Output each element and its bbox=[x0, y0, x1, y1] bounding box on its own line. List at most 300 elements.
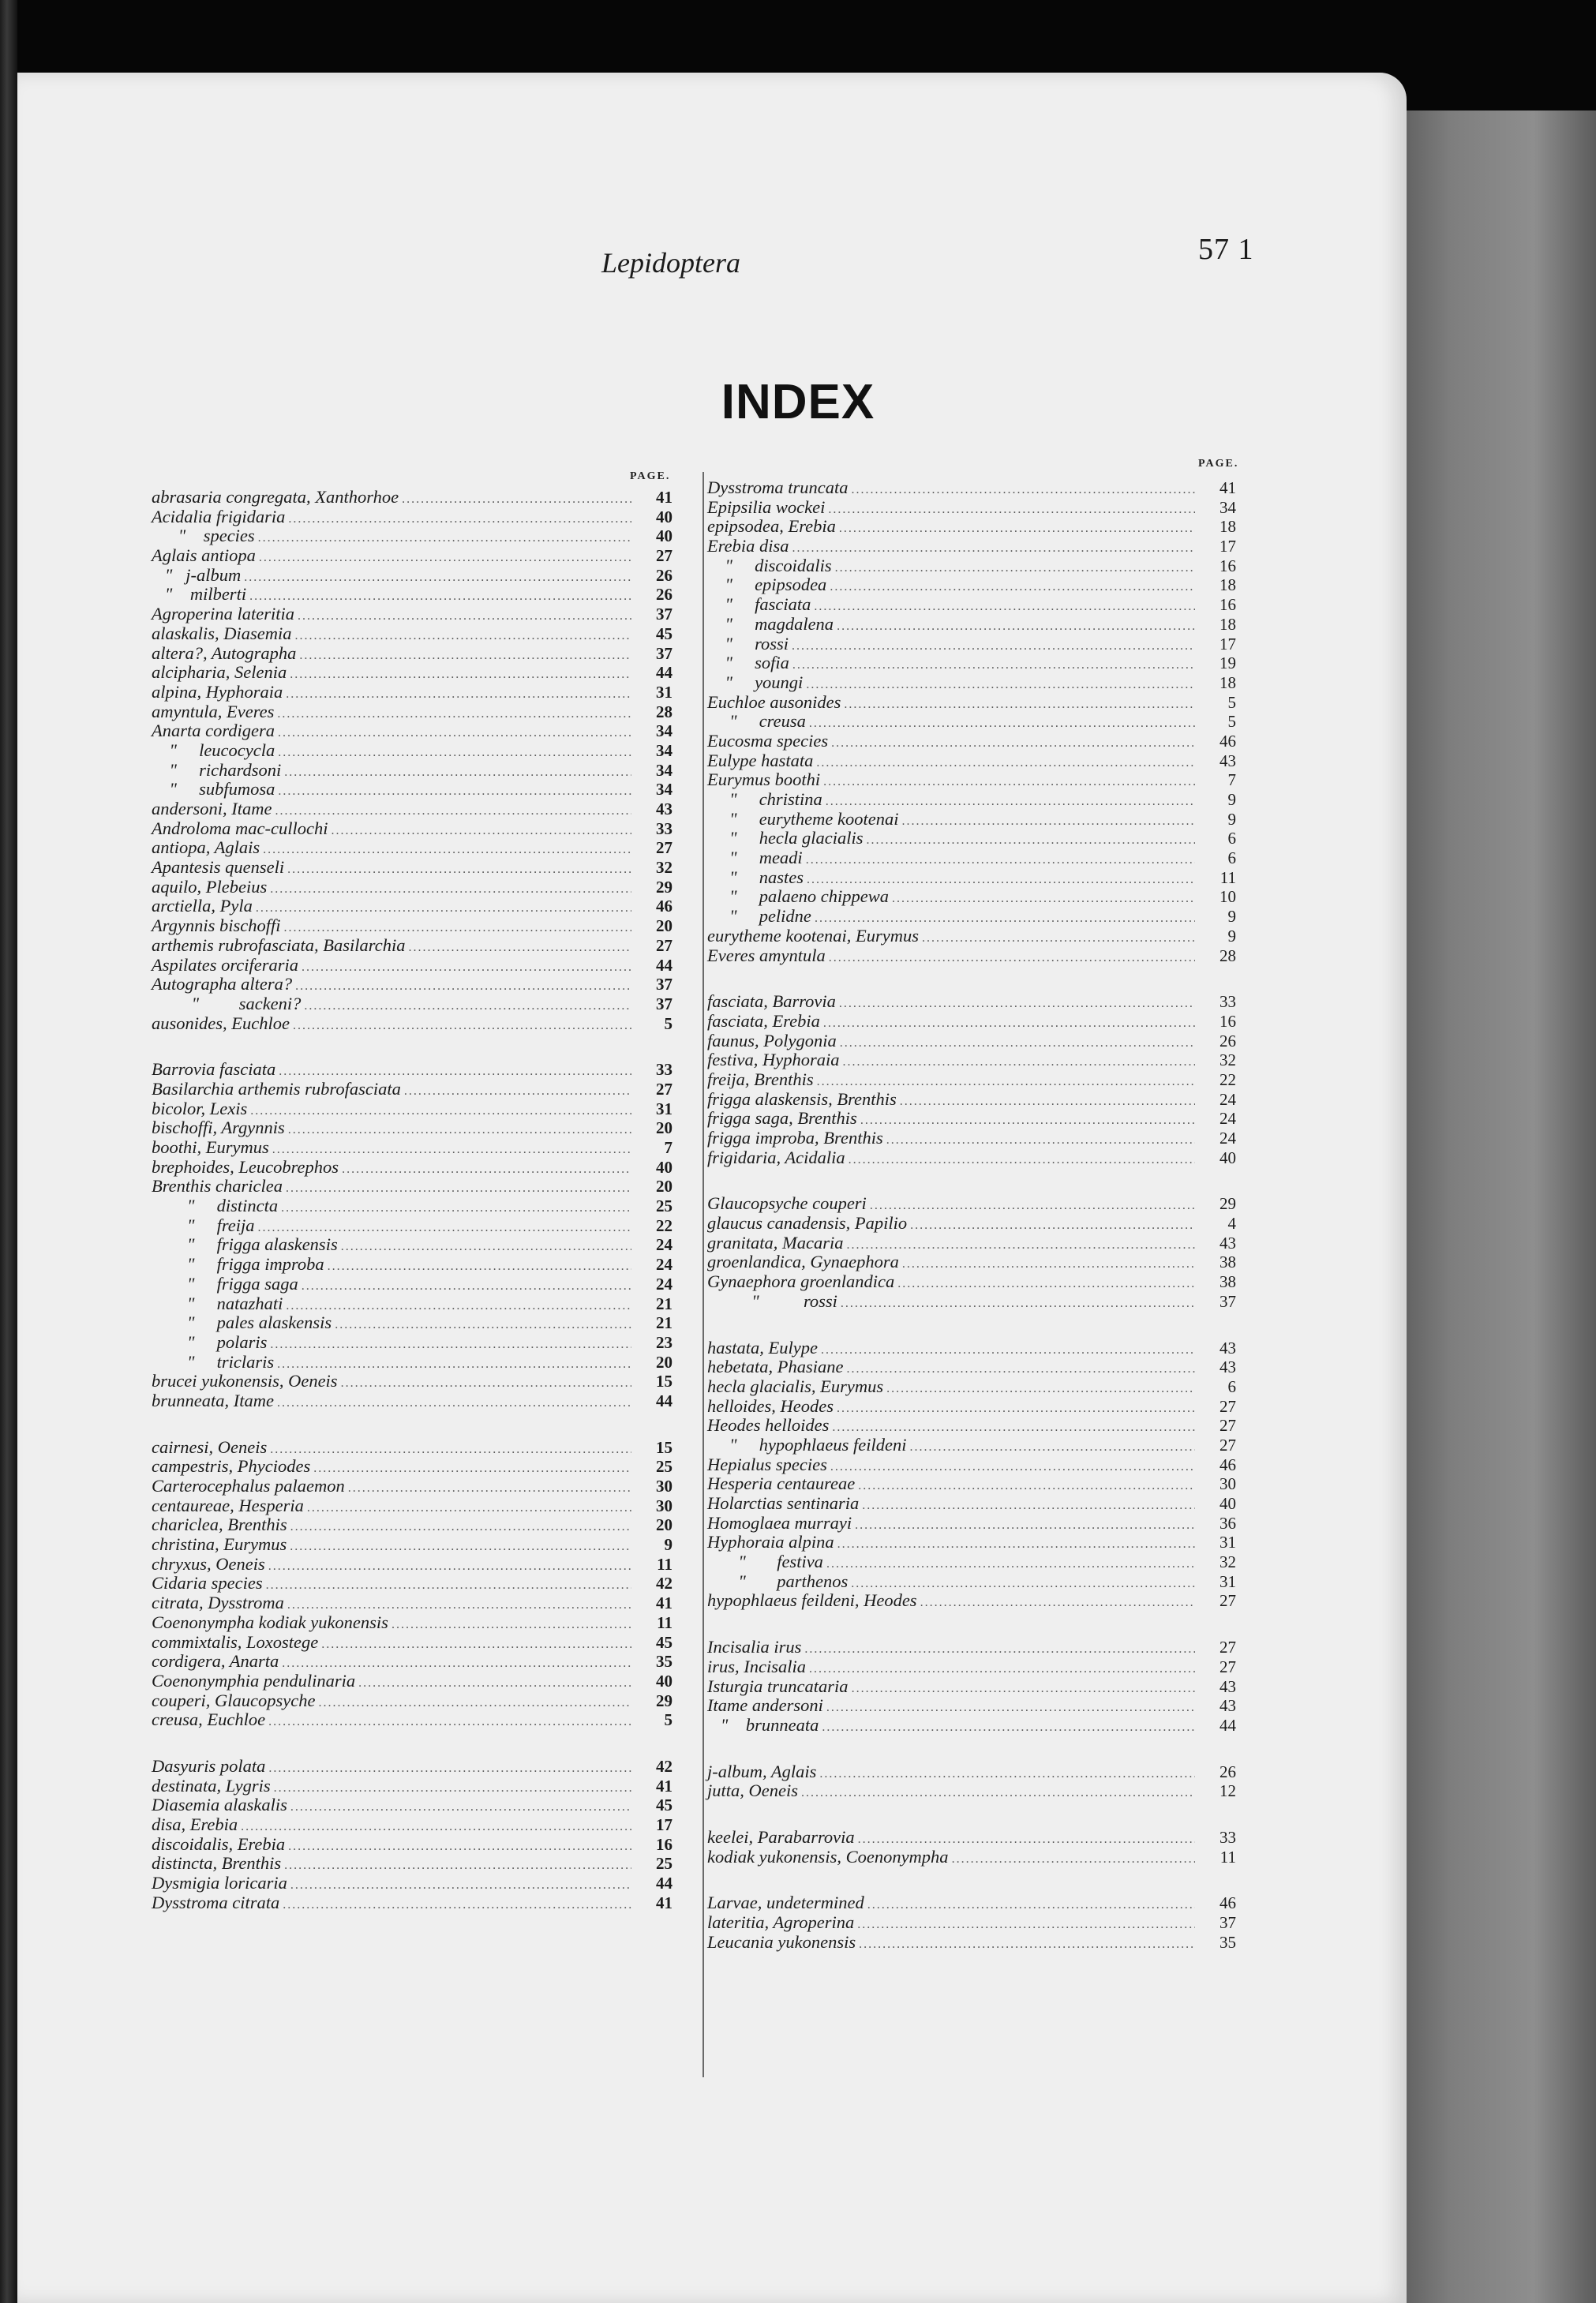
index-page-ref: 5 bbox=[1227, 692, 1236, 712]
index-page-ref: 29 bbox=[1219, 1194, 1236, 1214]
index-page-ref: 43 bbox=[656, 799, 672, 818]
index-page-ref: 41 bbox=[656, 488, 672, 507]
index-term: " triclaris bbox=[152, 1351, 275, 1372]
index-page-ref: 26 bbox=[656, 585, 672, 605]
index-entry bbox=[707, 1148, 1236, 1168]
index-entry bbox=[707, 1050, 1236, 1070]
dot-leader bbox=[335, 1316, 631, 1335]
index-entry bbox=[707, 653, 1236, 673]
index-term: " creusa bbox=[707, 711, 806, 732]
index-entry bbox=[152, 1196, 672, 1216]
index-term: Coenonymphia pendulinaria bbox=[152, 1670, 356, 1691]
index-entry bbox=[152, 605, 672, 624]
dot-leader bbox=[870, 1196, 1195, 1216]
index-page-ref: 28 bbox=[1219, 946, 1236, 965]
index-page-ref: 32 bbox=[656, 858, 672, 878]
index-term: lateritia, Agroperina bbox=[707, 1912, 855, 1932]
index-entry bbox=[707, 848, 1236, 868]
index-term: ausonides, Euchloe bbox=[152, 1013, 290, 1033]
index-term: " subfumosa bbox=[152, 779, 275, 799]
index-entry bbox=[152, 1710, 672, 1730]
dot-leader bbox=[341, 1374, 631, 1394]
index-term: " milberti bbox=[152, 584, 247, 605]
index-term: Eucosma species bbox=[707, 730, 829, 751]
index-page-ref: 35 bbox=[1219, 1932, 1236, 1952]
index-term: Gynaephora groenlandica bbox=[707, 1271, 895, 1292]
index-term: fasciata, Erebia bbox=[707, 1010, 820, 1031]
dot-leader bbox=[828, 500, 1195, 520]
index-term: Anarta cordigera bbox=[152, 721, 275, 741]
dot-leader bbox=[837, 1535, 1195, 1555]
index-term: Hyphoraia alpina bbox=[707, 1532, 834, 1552]
dot-leader bbox=[281, 1199, 631, 1219]
index-entry bbox=[152, 819, 672, 839]
index-entry bbox=[152, 1177, 672, 1196]
index-term: Heodes helloides bbox=[707, 1415, 830, 1436]
index-page-ref: 6 bbox=[1227, 1376, 1236, 1396]
index-entry bbox=[152, 799, 672, 819]
dot-leader bbox=[278, 743, 631, 763]
index-term: keelei, Parabarrovia bbox=[707, 1826, 855, 1847]
index-entry bbox=[707, 556, 1236, 576]
index-term: " festiva bbox=[707, 1552, 823, 1572]
dot-leader bbox=[268, 1557, 631, 1577]
index-page-ref: 30 bbox=[656, 1477, 672, 1496]
index-term: antiopa, Aglais bbox=[152, 837, 260, 858]
index-term: epipsodea, Erebia bbox=[707, 516, 836, 537]
index-page-ref: 15 bbox=[656, 1437, 672, 1457]
index-entry bbox=[152, 624, 672, 644]
index-page-ref: 33 bbox=[1219, 1827, 1236, 1847]
index-term: destinata, Lygris bbox=[152, 1775, 271, 1796]
index-page-ref: 28 bbox=[656, 702, 672, 721]
index-entry bbox=[707, 1070, 1236, 1090]
index-term: hastata, Eulype bbox=[707, 1337, 818, 1357]
index-term: amyntula, Everes bbox=[152, 701, 275, 721]
index-term: " hypophlaeus feildeni bbox=[707, 1434, 907, 1455]
index-page-ref: 27 bbox=[656, 546, 672, 566]
index-page-ref: 33 bbox=[656, 1060, 672, 1080]
dot-leader bbox=[857, 1915, 1195, 1935]
index-term: " distincta bbox=[152, 1196, 279, 1216]
dot-leader bbox=[831, 734, 1195, 754]
index-entry bbox=[707, 1572, 1236, 1592]
index-page-ref: 11 bbox=[657, 1612, 672, 1632]
index-page-ref: 23 bbox=[656, 1332, 672, 1352]
index-entry bbox=[152, 566, 672, 586]
index-term: " sackeni? bbox=[152, 993, 302, 1013]
index-page-ref: 33 bbox=[656, 818, 672, 838]
index-term: alcipharia, Selenia bbox=[152, 662, 287, 683]
index-entry bbox=[152, 741, 672, 761]
index-entry bbox=[152, 1633, 672, 1653]
index-page-ref: 16 bbox=[656, 1834, 672, 1854]
index-entry bbox=[152, 585, 672, 605]
dot-leader bbox=[822, 1718, 1195, 1738]
index-page-ref: 9 bbox=[1227, 907, 1236, 927]
index-term: cairnesi, Oeneis bbox=[152, 1436, 268, 1457]
index-page-ref: 31 bbox=[656, 1099, 672, 1118]
index-term: Incisalia irus bbox=[707, 1637, 802, 1657]
index-entry bbox=[707, 1194, 1236, 1214]
index-entry bbox=[707, 887, 1236, 907]
index-entry bbox=[707, 732, 1236, 751]
dot-leader bbox=[250, 1102, 631, 1122]
index-entry bbox=[707, 673, 1236, 693]
index-term: Epipsilia wockei bbox=[707, 496, 826, 517]
index-page-ref: 46 bbox=[1219, 1893, 1236, 1913]
index-entry bbox=[707, 1933, 1236, 1953]
index-term: freija, Brenthis bbox=[707, 1069, 814, 1089]
index-page-ref: 11 bbox=[657, 1554, 672, 1574]
index-page-ref: 17 bbox=[1219, 634, 1236, 653]
index-page-ref: 24 bbox=[656, 1235, 672, 1255]
dot-leader bbox=[897, 1275, 1195, 1294]
column-divider bbox=[702, 472, 704, 2077]
index-term: hebetata, Phasiane bbox=[707, 1357, 844, 1377]
running-title: Lepidoptera bbox=[601, 247, 740, 279]
index-page-ref: 46 bbox=[656, 897, 672, 916]
dot-leader bbox=[270, 880, 631, 900]
dot-leader bbox=[283, 1896, 631, 1915]
index-term: granitata, Macaria bbox=[707, 1232, 844, 1253]
dot-leader bbox=[852, 1680, 1195, 1699]
index-entry bbox=[707, 712, 1236, 732]
index-entry bbox=[707, 790, 1236, 810]
index-term: brephoides, Leucobrephos bbox=[152, 1156, 339, 1177]
index-page-ref: 4 bbox=[1227, 1214, 1236, 1234]
dot-leader bbox=[268, 1759, 631, 1779]
dot-leader bbox=[860, 1111, 1195, 1131]
index-entry bbox=[152, 858, 672, 878]
index-entry bbox=[152, 1333, 672, 1353]
index-term: hypophlaeus feildeni, Heodes bbox=[707, 1590, 917, 1611]
index-column-right bbox=[707, 478, 1236, 1952]
index-entry bbox=[707, 1848, 1236, 1867]
index-term: " natazhati bbox=[152, 1293, 283, 1313]
dot-leader bbox=[244, 568, 631, 588]
index-term: " eurytheme kootenai bbox=[707, 808, 899, 829]
dot-leader bbox=[286, 1297, 631, 1316]
index-page-ref: 18 bbox=[1219, 517, 1236, 537]
index-page-ref: 37 bbox=[1219, 1291, 1236, 1311]
index-page-ref: 29 bbox=[656, 877, 672, 897]
index-page-ref: 27 bbox=[656, 1079, 672, 1099]
index-entry bbox=[707, 1272, 1236, 1292]
index-term: couperi, Glaucopsyche bbox=[152, 1690, 316, 1710]
dot-leader bbox=[299, 646, 631, 666]
index-page-ref: 16 bbox=[1219, 595, 1236, 615]
index-entry bbox=[707, 810, 1236, 829]
index-term: Agroperina lateritia bbox=[152, 604, 295, 624]
index-entry bbox=[707, 1552, 1236, 1572]
index-term: " frigga saga bbox=[152, 1273, 298, 1294]
dot-leader bbox=[826, 1698, 1195, 1718]
index-term: " richardsoni bbox=[152, 759, 282, 780]
index-term: Aspilates orciferaria bbox=[152, 954, 299, 975]
index-entry bbox=[707, 1129, 1236, 1148]
dot-leader bbox=[302, 958, 631, 978]
index-entry bbox=[707, 1090, 1236, 1110]
index-entry bbox=[707, 868, 1236, 888]
index-term: kodiak yukonensis, Coenonympha bbox=[707, 1846, 949, 1867]
dot-leader bbox=[816, 754, 1195, 773]
left-page-column-heading: PAGE. bbox=[630, 470, 671, 482]
index-term: " rossi bbox=[707, 633, 789, 653]
index-entry bbox=[707, 1339, 1236, 1358]
dot-leader bbox=[867, 1896, 1195, 1915]
index-page-ref: 45 bbox=[656, 623, 672, 643]
index-term: Holarctias sentinaria bbox=[707, 1493, 860, 1513]
dot-leader bbox=[318, 1694, 631, 1713]
index-entry bbox=[152, 526, 672, 546]
index-entry bbox=[707, 1696, 1236, 1716]
dot-leader bbox=[830, 578, 1195, 597]
index-entry bbox=[152, 1777, 672, 1796]
index-term: " freija bbox=[152, 1215, 255, 1235]
index-entry bbox=[152, 488, 672, 507]
index-term: citrata, Dysstroma bbox=[152, 1593, 284, 1613]
index-page-ref: 34 bbox=[656, 780, 672, 799]
index-term: christina, Eurymus bbox=[152, 1534, 287, 1555]
dot-leader bbox=[298, 607, 631, 627]
index-term: Erebia disa bbox=[707, 536, 789, 556]
index-page-ref: 18 bbox=[1219, 575, 1236, 595]
index-page-ref: 26 bbox=[656, 565, 672, 585]
dot-leader bbox=[910, 1216, 1195, 1236]
index-page-ref: 24 bbox=[1219, 1089, 1236, 1109]
index-term: Isturgia truncataria bbox=[707, 1676, 849, 1696]
index-entry bbox=[152, 1854, 672, 1874]
index-entry bbox=[152, 1158, 672, 1178]
index-term: frigga alaskensis, Brenthis bbox=[707, 1088, 897, 1109]
index-term: Dysstroma citrata bbox=[152, 1892, 280, 1912]
index-entry bbox=[152, 1796, 672, 1815]
index-term: boothi, Eurymus bbox=[152, 1137, 269, 1157]
dot-leader bbox=[304, 997, 631, 1017]
index-term: aquilo, Plebeius bbox=[152, 876, 268, 897]
dot-leader bbox=[922, 929, 1195, 949]
index-page-ref: 42 bbox=[656, 1574, 672, 1593]
index-entry bbox=[707, 1032, 1236, 1051]
index-term: arctiella, Pyla bbox=[152, 896, 253, 916]
dot-leader bbox=[806, 851, 1195, 871]
index-term: " pales alaskensis bbox=[152, 1313, 332, 1333]
dot-leader bbox=[275, 802, 631, 822]
index-term: " pelidne bbox=[707, 906, 811, 927]
index-page-ref: 32 bbox=[1219, 1050, 1236, 1070]
index-page-ref: 41 bbox=[656, 1893, 672, 1912]
dot-leader bbox=[268, 1713, 631, 1732]
index-entry bbox=[152, 1593, 672, 1613]
index-entry bbox=[152, 683, 672, 702]
dot-leader bbox=[288, 1837, 631, 1857]
index-page-ref: 27 bbox=[1219, 1435, 1236, 1455]
index-entry bbox=[707, 1214, 1236, 1234]
index-entry bbox=[707, 1533, 1236, 1552]
index-page-ref: 40 bbox=[656, 1157, 672, 1177]
index-page-ref: 9 bbox=[1227, 809, 1236, 829]
dot-leader bbox=[328, 1257, 631, 1277]
index-term: Leucania yukonensis bbox=[707, 1931, 856, 1952]
index-entry bbox=[707, 478, 1236, 498]
index-page-ref: 37 bbox=[656, 605, 672, 624]
index-term: " polaris bbox=[152, 1331, 268, 1352]
dot-leader bbox=[837, 617, 1195, 637]
index-term: Acidalia frigidaria bbox=[152, 506, 286, 526]
dot-leader bbox=[862, 1496, 1195, 1516]
index-page-ref: 43 bbox=[1219, 1676, 1236, 1696]
index-term: Glaucopsyche couperi bbox=[707, 1193, 867, 1214]
index-entry bbox=[152, 897, 672, 916]
index-page-ref: 24 bbox=[1219, 1109, 1236, 1129]
dot-leader bbox=[801, 1784, 1195, 1803]
index-page-ref: 18 bbox=[1219, 672, 1236, 692]
index-page-ref: 9 bbox=[1227, 790, 1236, 809]
index-term: Androloma mac-cullochi bbox=[152, 818, 328, 838]
index-page-ref: 36 bbox=[1219, 1513, 1236, 1533]
index-entry bbox=[707, 992, 1236, 1012]
dot-leader bbox=[286, 685, 631, 705]
index-page-ref: 6 bbox=[1227, 848, 1236, 868]
dot-leader bbox=[792, 539, 1195, 559]
index-page-ref: 27 bbox=[1219, 1396, 1236, 1416]
index-page-ref: 21 bbox=[656, 1294, 672, 1313]
index-page-ref: 25 bbox=[656, 1854, 672, 1874]
index-term: abrasaria congregata, Xanthorhoe bbox=[152, 487, 399, 507]
dot-leader bbox=[902, 812, 1195, 832]
index-page-ref: 31 bbox=[1219, 1571, 1236, 1591]
index-entry bbox=[707, 1893, 1236, 1913]
dot-leader bbox=[809, 1660, 1195, 1680]
dot-leader bbox=[900, 1092, 1195, 1112]
index-entry bbox=[152, 1235, 672, 1255]
index-page-ref: 21 bbox=[656, 1313, 672, 1333]
index-term: campestris, Phyciodes bbox=[152, 1456, 311, 1477]
index-entry bbox=[707, 1455, 1236, 1475]
index-term: Eurymus boothi bbox=[707, 770, 821, 790]
index-entry bbox=[152, 1691, 672, 1711]
index-page-ref: 17 bbox=[1219, 537, 1236, 556]
index-page-ref: 31 bbox=[656, 682, 672, 702]
dot-leader bbox=[277, 1394, 631, 1414]
index-term: groenlandica, Gynaephora bbox=[707, 1252, 899, 1272]
index-term: Itame andersoni bbox=[707, 1695, 823, 1716]
index-entry bbox=[707, 498, 1236, 518]
index-entry bbox=[707, 1913, 1236, 1933]
dot-leader bbox=[886, 1131, 1195, 1151]
index-page-ref: 34 bbox=[1219, 497, 1236, 517]
index-entry bbox=[707, 751, 1236, 771]
index-page-ref: 45 bbox=[656, 1632, 672, 1652]
index-entry bbox=[707, 907, 1236, 927]
index-page-ref: 37 bbox=[1219, 1913, 1236, 1932]
index-term: creusa, Euchloe bbox=[152, 1709, 266, 1730]
index-entry bbox=[707, 1638, 1236, 1657]
dot-leader bbox=[290, 1798, 631, 1818]
index-term: eurytheme kootenai, Eurymus bbox=[707, 925, 920, 946]
index-entry bbox=[152, 1477, 672, 1496]
index-term: bischoffi, Argynnis bbox=[152, 1118, 285, 1138]
index-entry bbox=[707, 829, 1236, 848]
index-page-ref: 17 bbox=[656, 1815, 672, 1834]
dot-leader bbox=[342, 1160, 631, 1180]
index-entry bbox=[707, 1677, 1236, 1697]
index-term: brunneata, Itame bbox=[152, 1390, 274, 1410]
dot-leader bbox=[823, 1014, 1195, 1034]
index-entry bbox=[707, 1012, 1236, 1032]
index-page-ref: 10 bbox=[1219, 887, 1236, 907]
dot-leader bbox=[290, 1518, 631, 1537]
index-term: frigidaria, Acidalia bbox=[707, 1147, 845, 1167]
index-entry bbox=[707, 1828, 1236, 1848]
dot-leader bbox=[858, 1477, 1195, 1496]
index-entry bbox=[152, 1574, 672, 1593]
index-entry bbox=[707, 1762, 1236, 1782]
index-entry bbox=[707, 1253, 1236, 1272]
index-page-ref: 20 bbox=[656, 1118, 672, 1138]
index-page-ref: 20 bbox=[656, 1352, 672, 1372]
index-page-ref: 34 bbox=[656, 760, 672, 780]
index-term: Larvae, undetermined bbox=[707, 1893, 864, 1913]
index-entry bbox=[152, 1815, 672, 1835]
dot-leader bbox=[288, 510, 631, 530]
index-term: distincta, Brenthis bbox=[152, 1853, 282, 1874]
index-page-ref: 27 bbox=[1219, 1657, 1236, 1676]
dot-leader bbox=[829, 949, 1195, 968]
dot-leader bbox=[821, 1341, 1195, 1361]
index-page-ref: 34 bbox=[656, 740, 672, 760]
index-term: Dysmigia loricaria bbox=[152, 1873, 287, 1893]
index-entry bbox=[707, 1474, 1236, 1494]
dot-leader bbox=[358, 1674, 631, 1694]
dot-leader bbox=[286, 1179, 631, 1199]
index-term: Coenonympha kodiak yukonensis bbox=[152, 1612, 388, 1632]
index-page-ref: 29 bbox=[656, 1691, 672, 1710]
index-page-ref: 18 bbox=[1219, 614, 1236, 634]
index-entry bbox=[152, 507, 672, 527]
index-page-ref: 34 bbox=[656, 721, 672, 741]
index-entry bbox=[707, 537, 1236, 556]
index-entry bbox=[152, 1099, 672, 1119]
index-page-ref: 7 bbox=[1227, 770, 1236, 790]
page-edge-background bbox=[1389, 110, 1596, 2303]
index-entry bbox=[152, 994, 672, 1014]
index-term: jutta, Oeneis bbox=[707, 1781, 798, 1801]
dot-leader bbox=[886, 1380, 1195, 1399]
index-entry bbox=[152, 780, 672, 799]
dot-leader bbox=[840, 1034, 1195, 1054]
dot-leader bbox=[290, 1876, 631, 1896]
dot-leader bbox=[241, 1818, 631, 1837]
dot-leader bbox=[806, 676, 1195, 695]
dot-leader bbox=[277, 705, 631, 725]
dot-leader bbox=[839, 994, 1195, 1014]
index-entry bbox=[707, 1657, 1236, 1677]
index-page-ref: 12 bbox=[1219, 1781, 1236, 1801]
dot-leader bbox=[844, 695, 1195, 715]
dot-leader bbox=[293, 1017, 631, 1036]
dot-leader bbox=[841, 1294, 1195, 1314]
index-entry bbox=[707, 1494, 1236, 1514]
index-entry bbox=[707, 1234, 1236, 1253]
index-entry bbox=[707, 1436, 1236, 1455]
index-term: " hecla glacialis bbox=[707, 828, 864, 848]
index-term: " youngi bbox=[707, 672, 804, 692]
index-page-ref: 31 bbox=[1219, 1533, 1236, 1552]
index-page-ref: 30 bbox=[656, 1496, 672, 1515]
index-page-ref: 46 bbox=[1219, 731, 1236, 751]
